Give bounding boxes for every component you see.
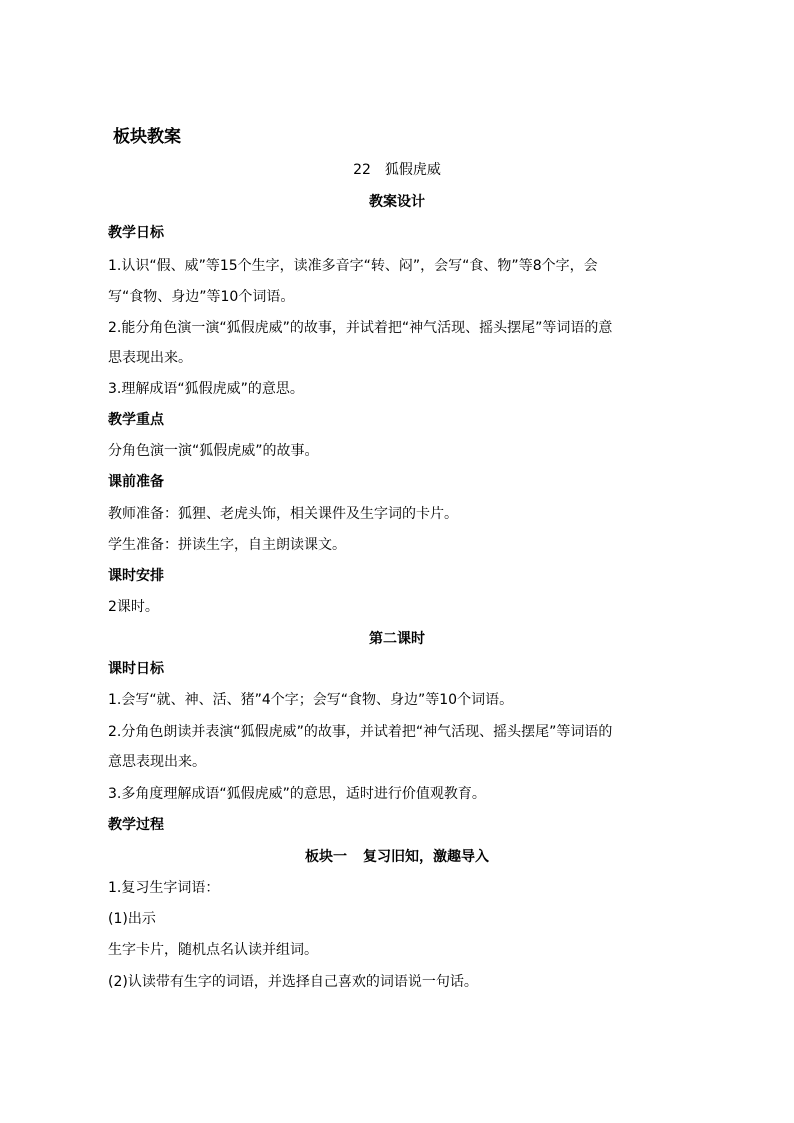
lesson-goal-3: 3.多角度理解成语“狐假虎威”的意思，适时进行价值观教育。 bbox=[108, 786, 486, 802]
key-text: 分角色演一演“狐假虎威”的故事。 bbox=[108, 443, 319, 459]
goal-2-line-2: 思表现出来。 bbox=[108, 350, 192, 366]
section-title bbox=[0, 847, 794, 867]
process-heading: 教学过程 bbox=[108, 817, 164, 833]
prep-heading: 课前准备 bbox=[108, 474, 164, 490]
section-name: 复习旧知，激趣导入 bbox=[363, 849, 489, 865]
lesson-name: 狐假虎威 bbox=[384, 162, 441, 178]
goal-1-line-2: 写“食物、身边”等10个词语。 bbox=[108, 289, 295, 305]
lesson-goals-heading: 课时日标 bbox=[108, 661, 164, 677]
step-1: 1.复习生字词语： bbox=[108, 880, 220, 896]
lesson-number: 22 bbox=[353, 162, 371, 178]
step-1-2: (2)认读带有生字的词语，并选择自己喜欢的词语说一句话。 bbox=[108, 974, 478, 990]
prep-student: 学生准备：拼读生字，自主朗读课文。 bbox=[108, 537, 346, 553]
prep-teacher: 教师准备：狐狸、老虎头饰，相关课件及生字词的卡片。 bbox=[108, 506, 458, 522]
goals-heading: 教学日标 bbox=[108, 225, 164, 241]
schedule-text: 2课时。 bbox=[108, 599, 159, 615]
schedule-heading: 课时安排 bbox=[108, 568, 164, 584]
lesson-goal-2-line-1: 2.分角色朗读并表演“狐假虎威”的故事，并试着把“神气活现、摇头摆尾”等词语的 bbox=[108, 724, 613, 740]
goal-1-line-1: 1.认识“假、威”等15个生字，读准多音字“转、闷”，会写“食、物”等8个字，会 bbox=[108, 258, 598, 274]
step-1-1-text: 生字卡片，随机点名认读并组词。 bbox=[108, 942, 318, 958]
goal-3: 3.理解成语“狐假虎威”的意思。 bbox=[108, 381, 304, 397]
key-heading: 教学重点 bbox=[108, 412, 164, 428]
lesson-goal-2-line-2: 意思表现出来。 bbox=[108, 754, 206, 770]
section-label: 板块一 bbox=[305, 849, 347, 865]
lesson-title bbox=[0, 160, 794, 180]
design-title: 教案设计 bbox=[369, 194, 425, 210]
second-lesson-title: 第二课时 bbox=[369, 631, 425, 647]
lesson-goal-1: 1.会写“就、神、活、猪”4个字；会写“食物、身边”等10个词语。 bbox=[108, 692, 514, 708]
document-header: 板块教案 bbox=[113, 127, 181, 147]
goal-2-line-1: 2.能分角色演一演“狐假虎威”的故事，并试着把“神气活现、摇头摆尾”等词语的意 bbox=[108, 320, 613, 336]
step-1-1: (1)出示 bbox=[108, 911, 156, 927]
